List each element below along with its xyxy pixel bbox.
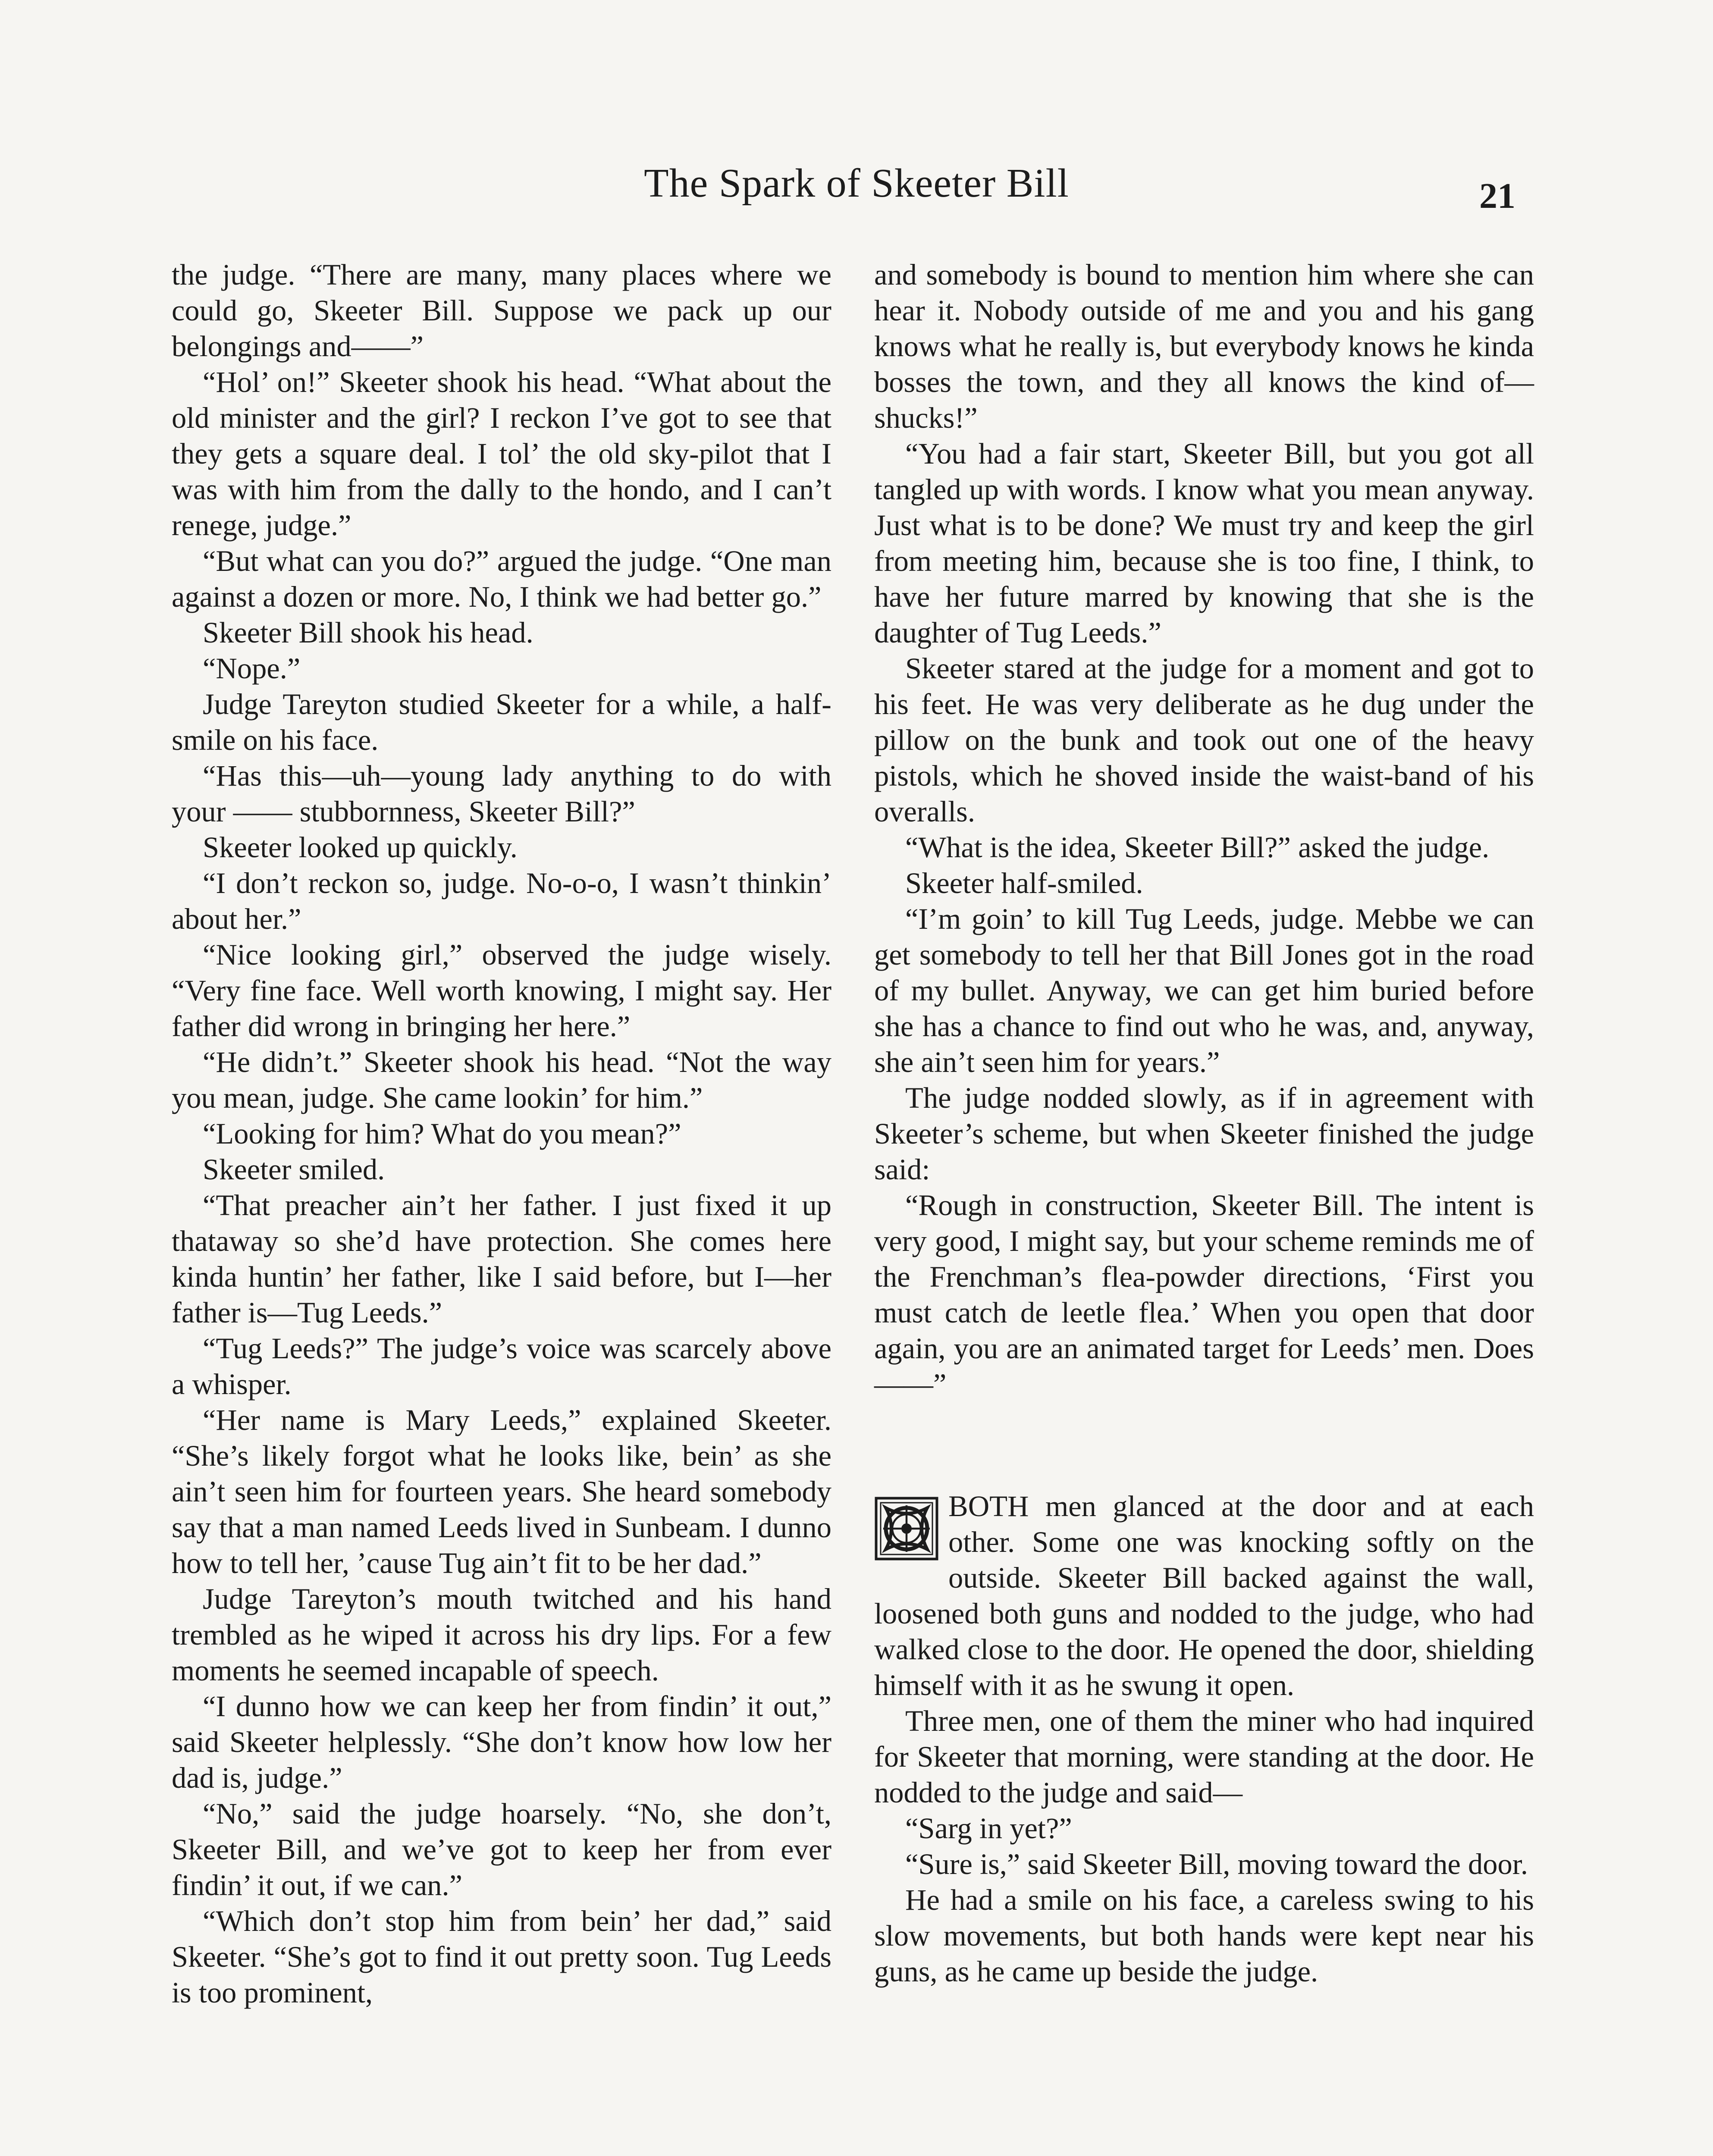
paragraph: “Nice looking girl,” observed the judge wisely. “Very fine face. Well worth knowing, I might say. Her father did wrong in bringing her here.”	[172, 938, 831, 1043]
dropcap-paragraph	[874, 1489, 1534, 1703]
paragraph: “That preacher ain’t her father. I just fixed it up thataway so she’d have protection. She comes here kinda huntin’ her father, like I said before, but I—her father is—Tug Leeds.”	[172, 1189, 831, 1329]
paragraph: Judge Tareyton studied Skeeter for a while, a half-smile on his face.	[172, 688, 831, 756]
paragraph: “I don’t reckon so, judge. No-o-o, I wasn’t thinkin’ about her.”	[172, 867, 831, 935]
paragraph: Three men, one of them the miner who had inquired for Skeeter that morning, were standing at the door. He nodded to the judge and said—	[874, 1705, 1534, 1809]
paragraph: “Her name is Mary Leeds,” explained Skeeter. “She’s likely forgot what he looks like, bein’ as she ain’t seen him for fourteen years. She heard somebody say that a man named Leeds lived in Sunbeam. I dunno how to tell her, ’cause Tug ain’t fit to be her dad.”	[172, 1404, 831, 1579]
paragraph: “Tug Leeds?” The judge’s voice was scarcely above a whisper.	[172, 1332, 831, 1401]
paragraph: “Which don’t stop him from bein’ her dad,” said Skeeter. “She’s got to find it out pretty soon. Tug Leeds is too prominent,	[172, 1905, 831, 2009]
paragraph: Skeeter smiled.	[203, 1153, 385, 1186]
paragraph: “But what can you do?” argued the judge. “One man against a dozen or more. No, I think we had better go.”	[172, 545, 831, 613]
paragraph: “What is the idea, Skeeter Bill?” asked the judge.	[905, 831, 1490, 864]
paragraph: “You had a fair start, Skeeter Bill, but you got all tangled up with words. I know what you mean anyway. Just what is to be done? We must try and keep the girl from meeting him, because she is too fine, I think, to have her future marred by knowing that she is the daughter of Tug Leeds.”	[874, 437, 1534, 649]
paragraph: Skeeter half-smiled.	[905, 867, 1143, 899]
paragraph: He had a smile on his face, a careless swing to his slow movements, but both hands were kept near his guns, as he came up beside the judge.	[874, 1883, 1534, 1988]
paragraph: Judge Tareyton’s mouth twitched and his hand trembled as he wiped it across his dry lips. For a few moments he seemed incapable of speech.	[172, 1583, 831, 1687]
paragraph: “I’m goin’ to kill Tug Leeds, judge. Mebbe we can get somebody to tell her that Bill Jones got in the road of my bullet. Anyway, we can get him buried before she has a chance to find out who he was, and, anyway, she ain’t seen him for years.”	[874, 903, 1534, 1078]
right-column	[874, 257, 1534, 1990]
paragraph: “Has this—uh—young lady anything to do with your —— stubbornness, Skeeter Bill?”	[172, 759, 831, 828]
paragraph: “Looking for him? What do you mean?”	[203, 1117, 681, 1150]
paragraph: Skeeter stared at the judge for a moment and got to his feet. He was very deliberate as he dug under the pillow on the bunk and took out one of the heavy pistols, which he shoved inside the waist-band of his overalls.	[874, 652, 1534, 828]
paragraph: “He didn’t.” Skeeter shook his head. “Not the way you mean, judge. She came lookin’ for him.”	[172, 1046, 831, 1114]
paragraph-text: BOTH men glanced at the door and at each other. Some one was knocking softly on the outside. Skeeter Bill backed against the wall, loosened both guns and nodded to the judge, who had walked close to the door. He opened the door, shielding himself with it as he swung it open.	[874, 1490, 1534, 1702]
page-number: 21	[1479, 176, 1515, 216]
paragraph: Skeeter Bill shook his head.	[203, 616, 533, 649]
paragraph: “I dunno how we can keep her from findin’ it out,” said Skeeter helplessly. “She don’t know how low her dad is, judge.”	[172, 1690, 831, 1794]
page-title: The Spark of Skeeter Bill	[644, 161, 1069, 206]
left-column	[172, 257, 831, 2011]
paragraph: “Sure is,” said Skeeter Bill, moving toward the door.	[905, 1848, 1528, 1880]
paragraph: “Sarg in yet?”	[905, 1812, 1072, 1845]
paragraph: Skeeter looked up quickly.	[203, 831, 518, 864]
paragraph: “No,” said the judge hoarsely. “No, she don’t, Skeeter Bill, and we’ve got to keep her from ever findin’ it out, if we can.”	[172, 1797, 831, 1902]
paragraph: “Rough in construction, Skeeter Bill. The intent is very good, I might say, but your scheme reminds me of the Frenchman’s flea-powder directions, ‘First you must catch de leetle flea.’ When you open that door again, you are an animated target for Leeds’ men. Does——”	[874, 1189, 1534, 1401]
paragraph: “Hol’ on!” Skeeter shook his head. “What about the old minister and the girl? I reckon I’ve got to see that they gets a square deal. I tol’ the old sky-pilot that I was with him from the dally to the hondo, and I can’t renege, judge.”	[172, 366, 831, 542]
celtic-knot-dropcap-icon	[874, 1496, 939, 1561]
paragraph: and somebody is bound to mention him where she can hear it. Nobody outside of me and you and his gang knows what he really is, but everybody knows he kinda bosses the town, and they all knows the kind of—shucks!”	[874, 258, 1534, 434]
paragraph: “Nope.”	[203, 652, 301, 685]
section-break	[874, 1402, 1534, 1489]
paragraph: the judge. “There are many, many places where we could go, Skeeter Bill. Suppose we pack up our belongings and——”	[172, 258, 831, 363]
paragraph: The judge nodded slowly, as if in agreement with Skeeter’s scheme, but when Skeeter finished the judge said:	[874, 1081, 1534, 1186]
